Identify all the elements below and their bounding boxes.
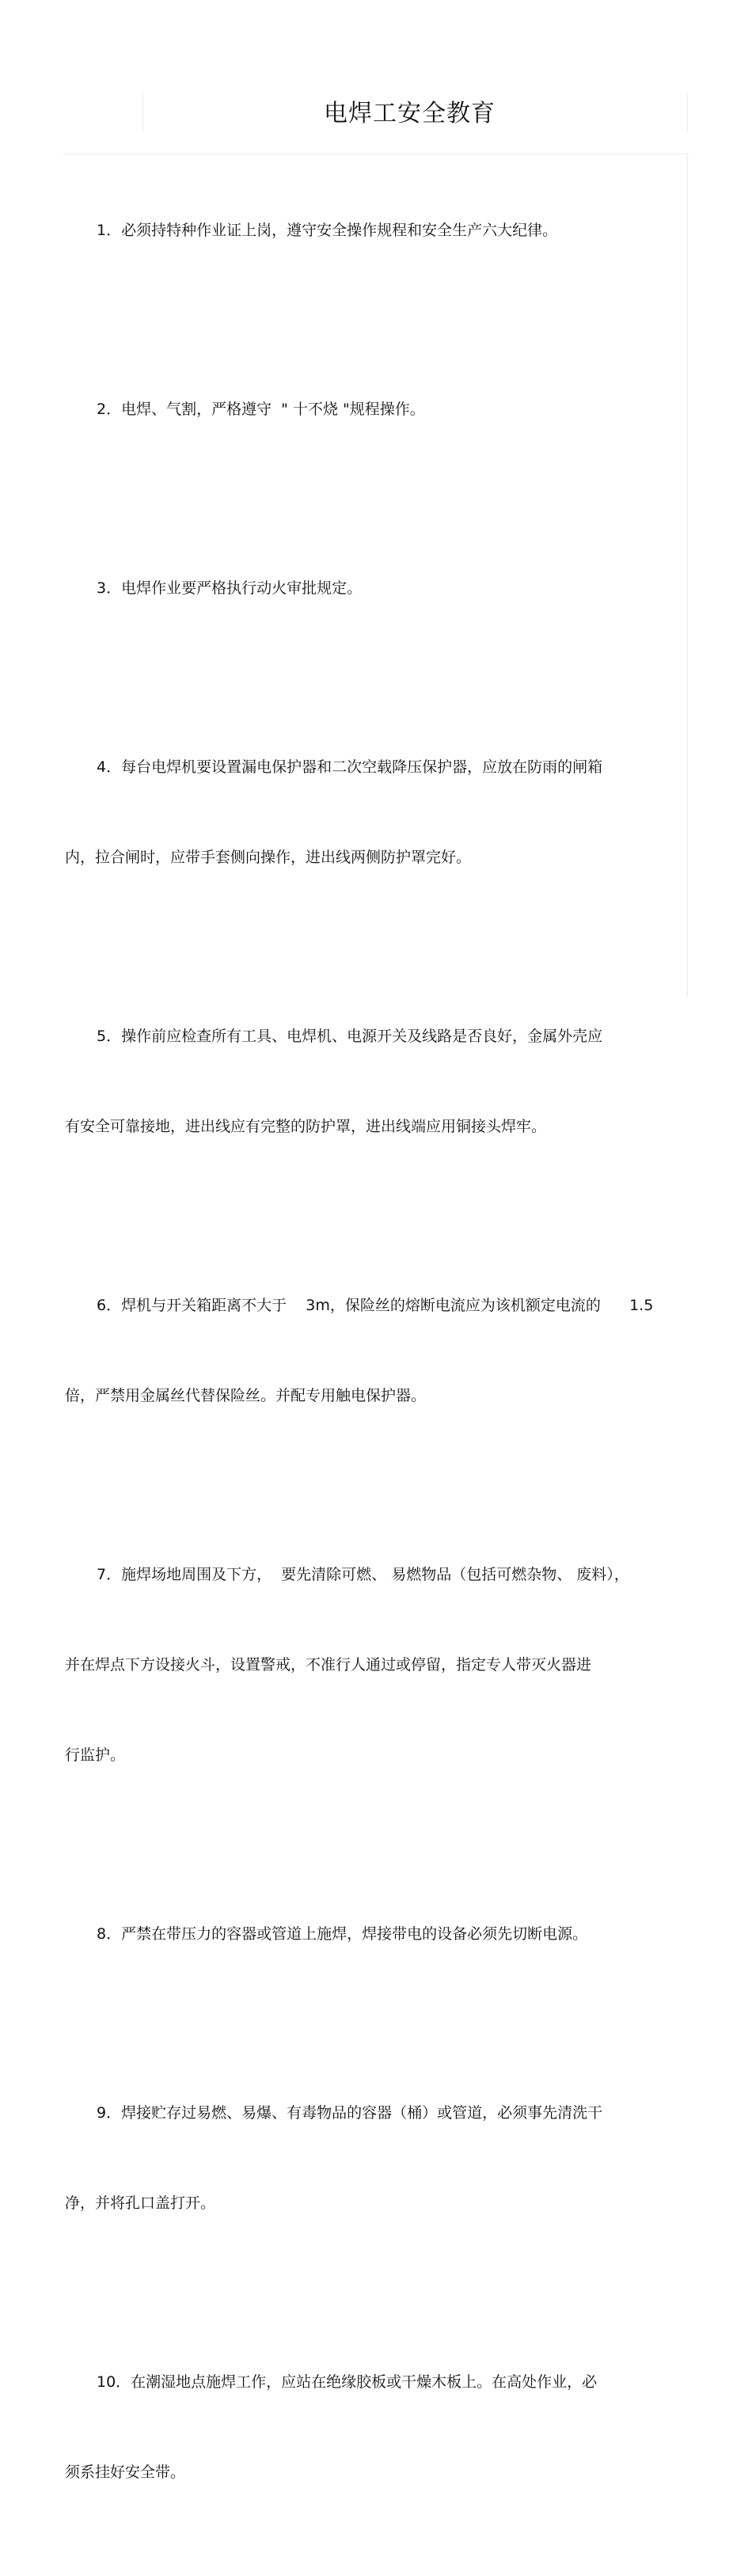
rule-text-line: 有安全可靠接地，进出线应有完整的防护罩，进出线端应用铜接头焊牢。 [65, 1118, 547, 1135]
rule-text-line: 6．焊机与开关箱距离不大于 3m，保险丝的熔断电流应为该机额定电流的 1.5 [97, 1297, 654, 1314]
rule-item-2 [65, 334, 690, 484]
document-body [65, 155, 690, 2576]
rule-text-line: 须系挂好安全带。 [65, 2464, 186, 2481]
rule-text-line: 3．电焊作业要严格执行动火审批规定。 [97, 579, 363, 597]
rule-item-4 [65, 692, 690, 933]
document-title: 电焊工安全教育 [324, 100, 496, 127]
rule-text-line: 10．在潮湿地点施焊工作，应站在绝缘胶板或干燥木板上。在高处作业，必 [97, 2373, 598, 2391]
rule-item-1 [65, 155, 690, 306]
rule-text-line: 2．电焊、气割，严格遵守 " 十不烧 "规程操作。 [97, 401, 425, 418]
rule-item-6 [65, 1230, 690, 1471]
rule-text-line: 8．严禁在带压力的容器或管道上施焊，焊接带电的设备必须先切断电源。 [97, 1925, 588, 1943]
rule-text-line: 行监护。 [65, 1746, 126, 1764]
rule-text-line: 7．施焊场地周围及下方， 要先清除可燃、 易燃物品（包括可燃杂物、 废料）， [97, 1566, 629, 1583]
rule-text-line: 净，并将孔口盖打开。 [65, 2194, 216, 2212]
rule-text-line: 倍，严禁用金属丝代替保险丝。并配专用触电保护器。 [65, 1387, 427, 1404]
rule-text-line: 并在焊点下方设接火斗，设置警戒，不准行人通过或停留，指定专人带灭火器进 [65, 1656, 592, 1674]
rule-text-line: 内，拉合闸时，应带手套侧向操作，进出线两侧防护罩完好。 [65, 849, 472, 866]
rule-item-10 [65, 2307, 690, 2548]
rule-item-3 [65, 513, 690, 663]
rule-text-line: 5．操作前应检查所有工具、电焊机、电源开关及线路是否良好，金属外壳应 [97, 1028, 603, 1045]
rule-text-line: 9．焊接贮存过易燃、易爆、有毒物品的容器（桶）或管道，必须事先清洗干 [97, 2104, 603, 2122]
rule-item-9 [65, 2038, 690, 2278]
rule-text-line: 4．每台电焊机要设置漏电保护器和二次空载降压保护器，应放在防雨的闸箱 [97, 758, 603, 776]
rule-text-line: 1．必须持特种作业证上岗，遵守安全操作规程和安全生产六大纪律。 [97, 222, 558, 239]
rule-item-8 [65, 1859, 690, 2009]
rule-item-5 [65, 961, 690, 1202]
rule-item-7 [65, 1499, 690, 1830]
